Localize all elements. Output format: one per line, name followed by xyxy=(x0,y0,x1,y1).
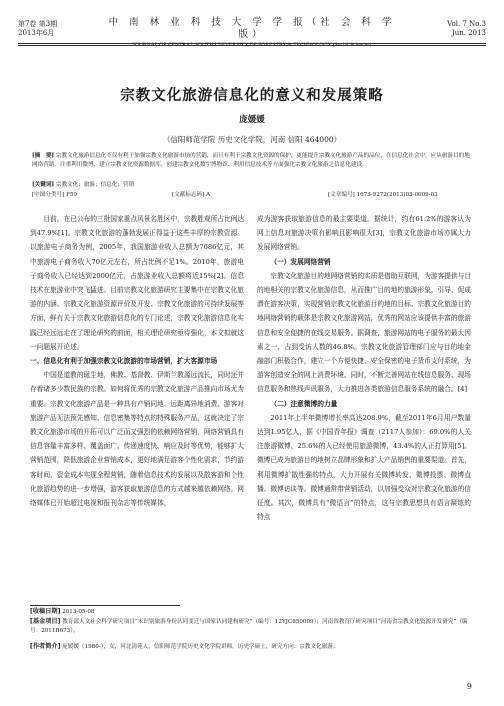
section-1-paragraph: 中国是道教的诞生地，佛教、基督教、伊斯兰教源远流长，同时还并存着诸多少数民族的宗教。如何将优秀的宗教文化旅游产品推向市场尤为重要。宗教文化旅游产品是一种具有产销同地、远距离异地消费、游客对旅游产品无法预先感知、信息密集等特点的特殊服务产品，这就决定了宗教文化旅游市场的开拓可以广泛而又强烈的依赖网络营销，网络营销具有信息容量丰富多样、覆盖面广、传递速度快、响应及时等优势，能够扩大营销范围，降低旅游企业营销成本，更好地满足游客个性化需求，节约游客时间、资金成本实现全程营销，随着信息技术的发展以及散客游和个性化旅游趋势的进一步增强，游客获取旅游信息的方式越来越依赖网络。网络媒体已开始超过电视和报刊杂志等传统媒体， xyxy=(30,371,245,508)
fund-label: [基金项目] xyxy=(30,618,61,625)
received-label: [收稿日期] xyxy=(30,608,61,615)
date-en: Jun. 2013 xyxy=(451,29,486,37)
subsection-heading-1: （一）发展网络营销 xyxy=(270,257,331,266)
section-heading-1: 一、信息化有利于加强宗教文化旅游的市场营销，扩大客源市场 xyxy=(30,357,218,366)
subsection-heading-2: （二）注意微博的力量 xyxy=(270,399,338,408)
article-title: 宗教文化旅游信息化的意义和发展策略 xyxy=(120,87,384,104)
article-number: [文章编号] 1673-9272(2013)03-0009-03 xyxy=(328,192,438,198)
received-date: 2013-05-08 xyxy=(62,609,95,615)
footnote-author xyxy=(30,643,476,652)
header-rule-thick xyxy=(18,43,486,44)
footnote-rule xyxy=(30,605,180,606)
continued-paragraph: 成为游客获取旅游信息的最主要渠道。据统计，约有61.2%的游客认为网上信息对旅游决策有影响且影响很大[3]，宗教文化旅游市场亦属大力发展网络营销。 xyxy=(257,215,471,252)
page-number: 9 xyxy=(466,682,472,691)
footnote-fund xyxy=(30,618,476,635)
header-left xyxy=(18,20,57,38)
fund-text: 教育部人文社会科学研究项目“未识别旅游身份认同变迁与国家认同建构研究”（编号：12YJC850009）；河南省教育厅研究项目“河南省宗教文化资源开发研究”（编号：2011B673）。 xyxy=(30,619,468,634)
author-affiliation: （信阳师范学院 历史文化学院，河南 信阳 464000） xyxy=(162,135,342,144)
abstract xyxy=(32,152,472,171)
issue-cn: 第7卷 第3期 xyxy=(18,20,58,28)
subsection-1-paragraph: 宗教文化旅游目的地网络营销的实质是借助互联网，为游客提供与目的地相关的宗教文化旅游信息，从而推广目的地的旅游形象，引导、促成潜在游客决策，实现营销宗教文化旅游目的地的目标。宗教文化旅游目的地网络营销的载体是宗教文化旅游网站，优秀的网站应该提供丰富的旅游信息和安全便捷的在线交易服务。据调查，旅游网站的电子服务的最大因素之一，占到受访人数的46.8%。宗教文化旅游管理部门应与目的地金融部门积极合作，建立一个方便快捷、安全保密的电子货币支付系统，为游客创造安全的网上消费环境。同时，不断完善网站在线信息服务、现场信息服务和热线声讯服务，大力推进各类旅游信息服务系统的融合。[4] xyxy=(257,271,472,394)
body-right-column xyxy=(257,212,471,524)
author-bio-label: [作者简介] xyxy=(30,643,61,650)
footnote-received xyxy=(30,608,476,617)
author-name: 庞媛媛 xyxy=(239,115,265,125)
subsection-2-paragraph: 2011年上半年微博增长率高达208.9%，截至2011年6月用户数量达到1.95亿人，据《中国青年报》调查（2117人参加）：69.0%的人关注旅游微博，25.6%的人已经使用旅游微博，43.4%的人正打算用[5]。微博已成为旅游目的地树立品牌形象和扩大产品销售的重要渠道。首先，利用微博扩散性强的特点，大力开展有关微博转发、微博投票、微博直播、微博访谈等。微博通常带营销活动，以加强受众对宗教文化旅游的信任度。其次，微博具有“微语言”的特点，这与宗教思想具有语言凝练的特点 xyxy=(257,413,471,522)
body-left-column xyxy=(30,212,244,510)
header-right xyxy=(447,20,486,38)
abstract-label: [摘 要] xyxy=(32,153,55,159)
keywords-label: [关键词] xyxy=(32,182,55,188)
header-rule-thin xyxy=(18,45,486,46)
intro-paragraph: 目前，在已公布的三批国家重点风景名胜区中，宗教胜观所占比例达到47.9%[1]。宗教文化旅游的蓬勃发展正得益于这些丰厚的宗教资源。以旅游电子商务为例，2005年，我国旅游业收入总额为7686亿元，其中旅游电子商务收入70亿元左右，所占比例不足1%。2010年，旅游电子商务收入已经达到2000亿元，占旅游业收入总额将近15%[2]。信息技术在旅游业中突飞猛进。目前宗教文化旅游研究主要集中在宗教文化旅游的内涵、宗教文化旅游资源评价及开发、宗教文化旅游的可持续发展等方面，鲜有关于宗教文化旅游信息化的专门论述，宗教文化旅游信息化实践已经远远走在了理论研究的前面，相关理论研究亟待强化，本文拟就这一问题展开论述。 xyxy=(30,215,245,351)
journal-title-cn: 中 南 林 业 科 技 大 学 学 报（社 会 科 学 版） xyxy=(108,17,396,40)
volume-en: Vol. 7 No.3 xyxy=(447,20,486,28)
date-cn: 2013年6月 xyxy=(18,29,55,37)
abstract-text: 宗教文化旅游信息化不仅有利于加强宗教文化旅游市场的营销，而且有利于宗教文化资源的保护、更能提升宗教文化旅游产品的品位、在信息化社会中，应从旅游目的地网络营销、注重利用微博、建立宗教文化资源数据库、创建宗教文化数字博物馆、利用信息技术等方面强化宗教文化旅游之信息化建设。 xyxy=(32,153,470,169)
journal-title-en: JOURNAL OF CENTRAL SOUTH UNIVERSITY OF FORESTRY & TECHNOLOGY (Social Sciences) xyxy=(132,42,372,48)
author-bio-text: 庞媛媛（1980-），女，河北清苑人，信阳师范学院历史文化学院讲师，历史学硕士，研究方向：宗教文化旅游。 xyxy=(62,644,339,650)
keywords xyxy=(32,181,472,190)
document-code: [文献标志码] A xyxy=(172,192,211,198)
keywords-text: 宗教文化；旅游；信息化；营销 xyxy=(55,182,135,188)
clc-number: [中图分类号] F59 xyxy=(32,192,78,198)
